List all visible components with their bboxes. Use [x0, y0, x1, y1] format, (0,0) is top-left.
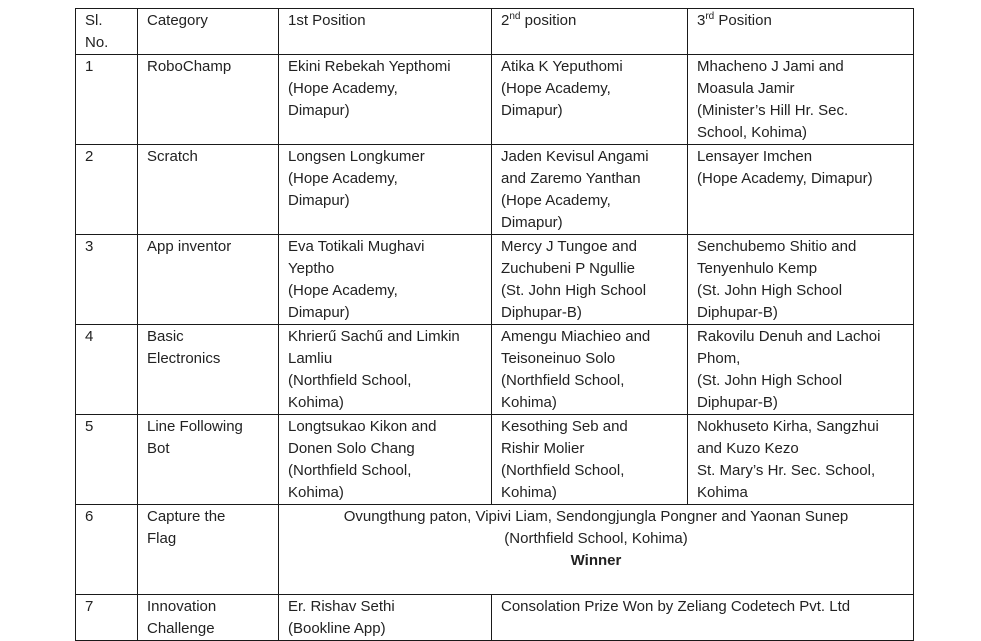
cell-sl-no: 6: [76, 505, 138, 595]
cell-first-position: Ekini Rebekah Yepthomi (Hope Academy, Dimapur): [279, 55, 492, 145]
results-table: [75, 8, 914, 641]
table-row: [76, 55, 914, 145]
header-third-position: [688, 9, 914, 55]
cell-second-position: Atika K Yeputhomi (Hope Academy, Dimapur): [492, 55, 688, 145]
header-third-rest: Position: [714, 12, 772, 29]
cell-second-position: Mercy J Tungoe and Zuchubeni P Ngullie (St. John High School Diphupar-B): [492, 235, 688, 325]
cell-category: Capture the Flag: [138, 505, 279, 595]
cell-first-position: Eva Totikali Mughavi Yeptho (Hope Academy, Dimapur): [279, 235, 492, 325]
cell-category: Scratch: [138, 145, 279, 235]
cell-second-position: Amengu Miachieo and Teisoneinuo Solo (Northfield School, Kohima): [492, 325, 688, 415]
table-row: [76, 505, 914, 595]
cell-category: Line Following Bot: [138, 415, 279, 505]
merged-team-text: Ovungthung paton, Vipivi Liam, Sendongjungla Pongner and Yaonan Sunep (Northfield School, Kohima): [343, 508, 849, 547]
cell-third-position: Rakovilu Denuh and Lachoi Phom, (St. John High School Diphupar-B): [688, 325, 914, 415]
table-row: [76, 415, 914, 505]
table-row: [76, 595, 914, 641]
cell-sl-no: 2: [76, 145, 138, 235]
cell-first-position: Er. Rishav Sethi (Bookline App): [279, 595, 492, 641]
cell-sl-no: 1: [76, 55, 138, 145]
header-third-num: 3: [697, 12, 706, 29]
cell-third-position: Nokhuseto Kirha, Sangzhui and Kuzo Kezo St. Mary’s Hr. Sec. School, Kohima: [688, 415, 914, 505]
cell-third-position: Mhacheno J Jami and Moasula Jamir (Minister’s Hill Hr. Sec. School, Kohima): [688, 55, 914, 145]
header-first-position: 1st Position: [279, 9, 492, 55]
header-sl-no: Sl. No.: [76, 9, 138, 55]
cell-sl-no: 3: [76, 235, 138, 325]
cell-second-position: Jaden Kevisul Angami and Zaremo Yanthan (Hope Academy, Dimapur): [492, 145, 688, 235]
header-row: [76, 9, 914, 55]
cell-sl-no: 5: [76, 415, 138, 505]
cell-second-position: Kesothing Seb and Rishir Molier (Northfield School, Kohima): [492, 415, 688, 505]
cell-third-position: Senchubemo Shitio and Tenyenhulo Kemp (St. John High School Diphupar-B): [688, 235, 914, 325]
cell-sl-no: 7: [76, 595, 138, 641]
header-second-rest: position: [520, 12, 577, 29]
table-row: [76, 145, 914, 235]
cell-category: RoboChamp: [138, 55, 279, 145]
cell-category: Basic Electronics: [138, 325, 279, 415]
header-second-position: [492, 9, 688, 55]
header-second-sup: nd: [509, 11, 521, 22]
header-second-num: 2: [501, 12, 510, 29]
cell-consolation-prize: Consolation Prize Won by Zeliang Codetech Pvt. Ltd: [492, 595, 914, 641]
cell-first-position: Khrierű Sachű and Limkin Lamliu (Northfield School, Kohima): [279, 325, 492, 415]
cell-category: App inventor: [138, 235, 279, 325]
cell-first-position: Longtsukao Kikon and Donen Solo Chang (Northfield School, Kohima): [279, 415, 492, 505]
winner-label: Winner: [570, 552, 622, 569]
cell-category: Innovation Challenge: [138, 595, 279, 641]
cell-sl-no: 4: [76, 325, 138, 415]
table-row: [76, 325, 914, 415]
header-category: Category: [138, 9, 279, 55]
header-third-sup: rd: [705, 11, 715, 22]
cell-first-position: Longsen Longkumer (Hope Academy, Dimapur): [279, 145, 492, 235]
cell-merged-team: [279, 505, 914, 595]
table-row: [76, 235, 914, 325]
cell-third-position: Lensayer Imchen (Hope Academy, Dimapur): [688, 145, 914, 235]
